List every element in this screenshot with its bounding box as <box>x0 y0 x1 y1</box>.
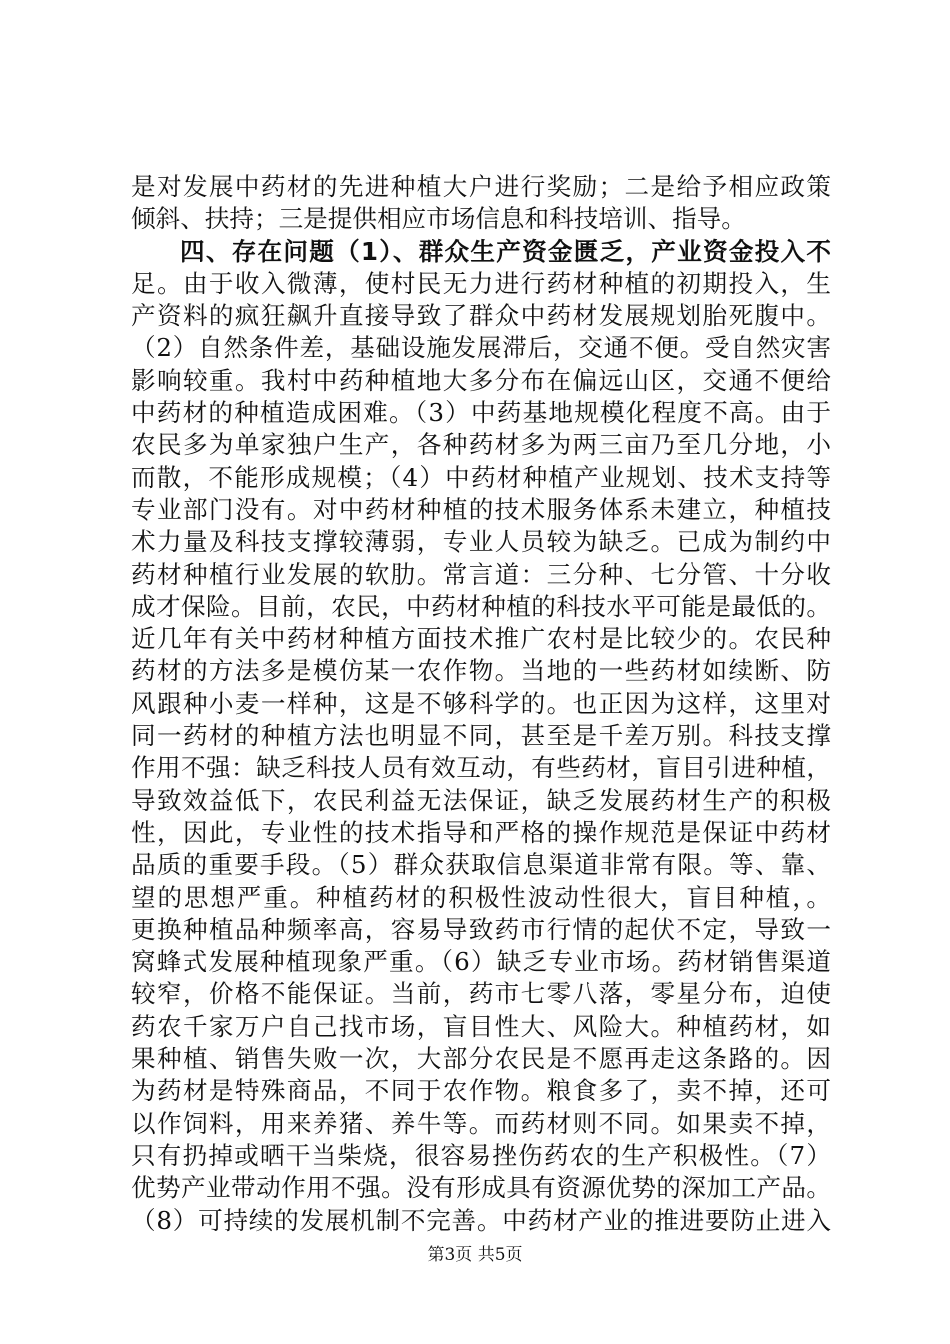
text-line: （2）自然条件差，基础设施发展滞后，交通不便。受自然灾害 <box>131 333 831 363</box>
text-line: 导致效益低下，农民利益无法保证，缺乏发展药材生产的积极 <box>131 785 831 815</box>
text-line: 优势产业带动作用不强。没有形成具有资源优势的深加工产品。 <box>131 1173 831 1203</box>
text-line: 产资料的疯狂飙升直接导致了群众中药材发展规划胎死腹中。 <box>131 301 831 331</box>
text-line: 农民多为单家独户生产，各种药材多为两三亩乃至几分地，小 <box>131 430 831 460</box>
text-line: 药农千家万户自己找市场，盲目性大、风险大。种植药材，如 <box>131 1011 831 1041</box>
text-line: 果种植、销售失败一次，大部分农民是不愿再走这条路的。因 <box>131 1044 831 1074</box>
text-line: 药材种植行业发展的软肋。常言道：三分种、七分管、十分收 <box>131 559 831 589</box>
text-line: 是对发展中药材的先进种植大户进行奖励；二是给予相应政策 <box>131 172 831 201</box>
body-text <box>131 171 831 1237</box>
text-line: 以作饲料，用来养猪、养牛等。而药材则不同。如果卖不掉， <box>131 1108 831 1138</box>
text-line: 专业部门没有。对中药材种植的技术服务体系未建立，种植技 <box>131 494 831 524</box>
text-line: 中药材的种植造成困难。（3）中药基地规模化程度不高。由于 <box>131 398 831 428</box>
text-line: 同一药材的种植方法也明显不同，甚至是千差万别。科技支撑 <box>131 721 831 751</box>
text-line: 风跟种小麦一样种，这是不够科学的。也正因为这样，这里对 <box>131 688 831 718</box>
text-line: 只有扔掉或晒干当柴烧，很容易挫伤药农的生产积极性。（7） <box>131 1140 831 1170</box>
text-line: 影响较重。我村中药种植地大多分布在偏远山区，交通不便给 <box>131 365 831 395</box>
section-heading: 四、存在问题（1）、群众生产资金匮乏，产业资金投入不 <box>180 236 831 266</box>
text-line: 为药材是特殊商品，不同于农作物。粮食多了，卖不掉，还可 <box>131 1076 831 1106</box>
text-line: （8）可持续的发展机制不完善。中药材产业的推进要防止进入 <box>131 1205 831 1235</box>
text-line: 而散，不能形成规模；（4）中药材种植产业规划、技术支持等 <box>131 462 831 492</box>
text-line: 近几年有关中药材种植方面技术推广农村是比较少的。农民种 <box>131 624 831 654</box>
text-line: 性，因此，专业性的技术指导和严格的操作规范是保证中药材 <box>131 817 831 847</box>
text-line: 望的思想严重。种植药材的积极性波动性很大，盲目种植，。 <box>131 882 831 912</box>
text-line: 作用不强：缺乏科技人员有效互动，有些药材，盲目引进种植， <box>131 753 831 783</box>
text-line: 品质的重要手段。（5）群众获取信息渠道非常有限。等、靠、 <box>131 850 831 880</box>
text-line: 足。由于收入微薄，使村民无力进行药材种植的初期投入，生 <box>131 268 831 298</box>
text-line: 窝蜂式发展种植现象严重。（6）缺乏专业市场。药材销售渠道 <box>131 947 831 977</box>
text-line: 更换种植品种频率高，容易导致药市行情的起伏不定，导致一 <box>131 914 831 944</box>
text-line: 术力量及科技支撑较薄弱，专业人员较为缺乏。已成为制约中 <box>131 527 831 557</box>
page-number-footer: 第3页 共5页 <box>427 1245 523 1265</box>
text-line: 药材的方法多是模仿某一农作物。当地的一些药材如续断、防 <box>131 656 831 686</box>
text-line: 较窄，价格不能保证。当前，药市七零八落，零星分布，迫使 <box>131 979 831 1009</box>
text-line: 倾斜、扶持；三是提供相应市场信息和科技培训、指导。 <box>131 204 746 234</box>
text-line: 成才保险。目前，农民，中药材种植的科技水平可能是最低的。 <box>131 591 831 621</box>
